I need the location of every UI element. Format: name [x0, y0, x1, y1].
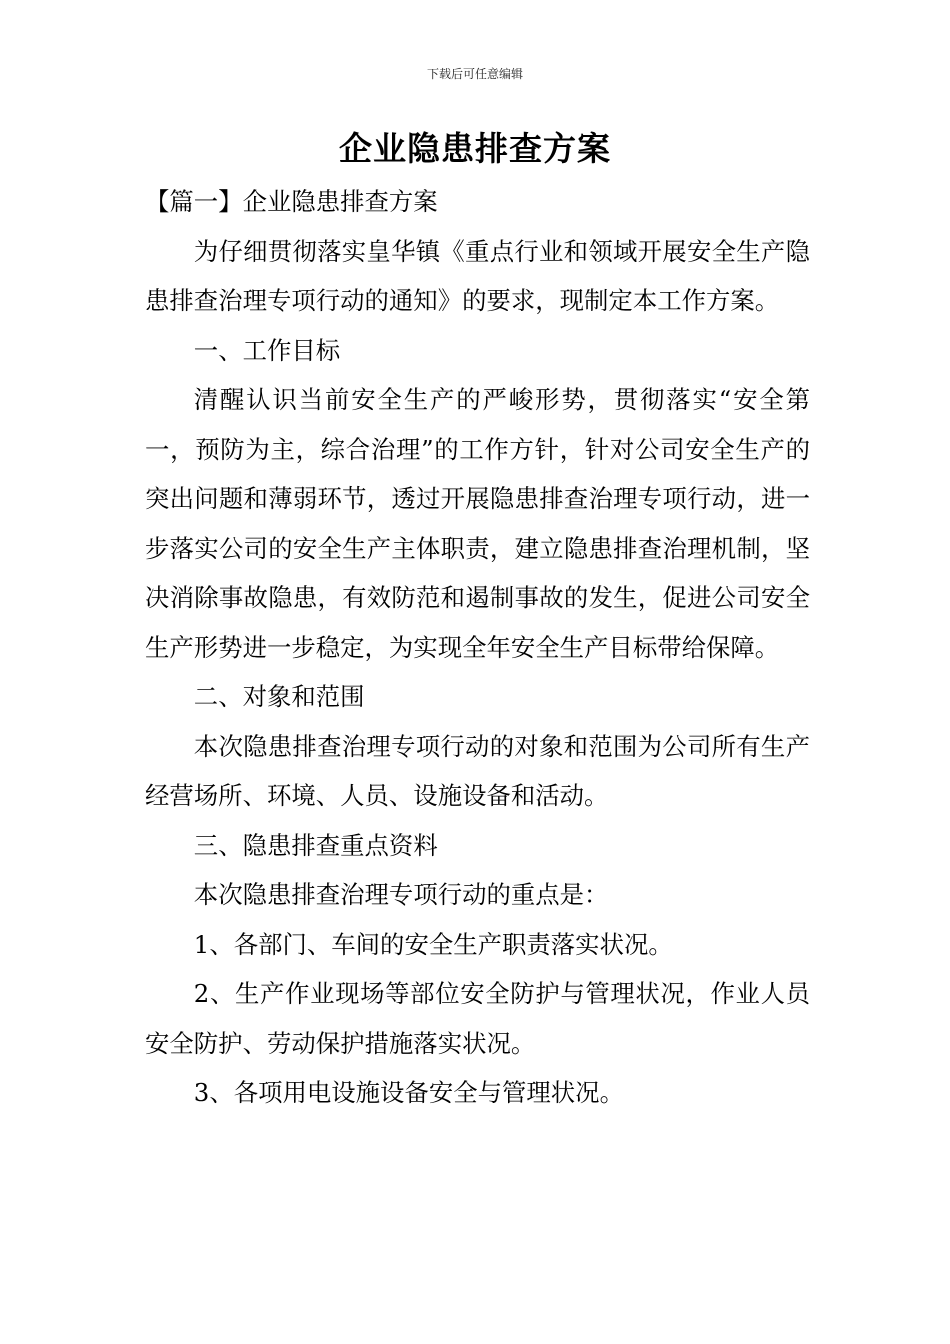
document-title: 企业隐患排查方案 — [339, 129, 611, 168]
heading-scope: 二、对象和范围 — [193, 682, 365, 711]
list-item-2: 2、生产作业现场等部位安全防护与管理状况，作业人员安全防护、劳动保护措施落实状况。 — [145, 979, 810, 1058]
heading-work-goal: 一、工作目标 — [193, 335, 341, 365]
header-note: 下载后可任意编辑 — [426, 67, 523, 81]
paragraph-intro: 为仔细贯彻落实皇华镇《重点行业和领域开展安全生产隐患排查治理专项行动的通知》的要求，现制定本工作方案。 — [145, 236, 810, 315]
list-item-1: 1、各部门、车间的安全生产职责落实状况。 — [193, 929, 673, 959]
list-item-3: 3、各项用电设施设备安全与管理状况。 — [193, 1078, 624, 1107]
document-body — [145, 177, 810, 1118]
paragraph-key-points: 本次隐患排查治理专项行动的重点是： — [193, 880, 609, 909]
section-heading: 【篇一】企业隐患排查方案 — [145, 187, 438, 216]
heading-key-points: 三、隐患排查重点资料 — [193, 830, 438, 860]
paragraph-scope: 本次隐患排查治理专项行动的对象和范围为公司所有生产经营场所、环境、人员、设施设备和活动。 — [145, 731, 810, 810]
paragraph-work-goal: 清醒认识当前安全生产的严峻形势，贯彻落实“安全第一，预防为主，综合治理”的工作方针，针对公司安全生产的突出问题和薄弱环节，透过开展隐患排查治理专项行动，进一步落实公司的安全生产主体职责，建立隐患排查治理机制，坚决消除事故隐患，有效防范和遏制事故的发生，促进公司安全生产形势进一步稳定，为实现全年安全生产目标带给保障。 — [145, 385, 810, 662]
